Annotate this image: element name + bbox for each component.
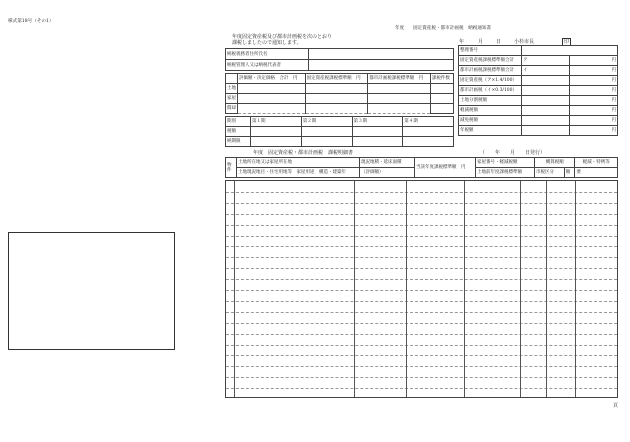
- label-tax: 税額: [226, 127, 251, 137]
- rp-key-1: イ: [522, 66, 570, 76]
- taxpayer-rep-label: 納税管理人又は納税代表者: [226, 60, 309, 71]
- rp-label-7: 年税額: [459, 126, 522, 136]
- rp-key-0: ア: [522, 56, 570, 66]
- h-required: 要: [575, 168, 618, 178]
- detail-row-line: [226, 268, 617, 269]
- detail-row-line: [226, 203, 617, 204]
- installment-table: [225, 116, 454, 147]
- label-period: 期別: [226, 117, 251, 127]
- detail-row-line: [226, 355, 617, 356]
- h-approx-tax: 概算税額: [535, 158, 575, 168]
- issuer-name: 小杉市長: [514, 39, 535, 45]
- rp-label-0: 固定資産税課税標準額合計: [459, 56, 522, 66]
- detail-col-line: [520, 181, 521, 397]
- rp-label-1: 都市計画税課税標準額合計: [459, 66, 522, 76]
- rp-label-3: 都市計画税（イ×0.3/100）: [459, 86, 522, 96]
- rp-unit-1: 円: [570, 66, 618, 76]
- seal-mark: 印: [564, 39, 570, 45]
- detail-row-line: [226, 236, 617, 237]
- rp-label-2: 固定資産税（ア×1.4/100）: [459, 76, 522, 86]
- rp-unit-4: 円: [570, 96, 618, 106]
- row-house: 家屋: [226, 94, 238, 104]
- period-3: 第３期: [352, 117, 403, 127]
- h-base: 当該年度課税標準額 円: [415, 158, 476, 178]
- detail-col-line: [546, 181, 547, 397]
- h-house-no: 家屋番号・軽減税額: [476, 158, 535, 168]
- detail-date: （ 年 月 日発行）: [480, 150, 546, 156]
- detail-title: 年度 固定資産税・都市計画税 課税明細書: [253, 150, 354, 156]
- detail-col-line: [406, 181, 407, 397]
- date-month: 月: [478, 39, 484, 45]
- col-city-base: 都市計画税課税標準額 円: [368, 74, 431, 84]
- rp-label-6: 減免税額: [459, 116, 522, 126]
- row-depreciable: 償却: [226, 104, 238, 114]
- rp-unit-5: 円: [570, 106, 618, 116]
- detail-row-line: [226, 257, 617, 258]
- h-relief: 軽減・特例等: [575, 158, 618, 168]
- h-amount: 額: [564, 168, 575, 178]
- detail-row-line: [226, 290, 617, 291]
- h-prev-base: 土地前年度課税標準額: [476, 168, 535, 178]
- detail-row-line: [226, 312, 617, 313]
- col-assessed: 評価額・決定価格 合計 円: [238, 74, 306, 84]
- detail-row-line: [226, 323, 617, 324]
- h-object: 物件: [226, 158, 237, 178]
- row-land: 土地: [226, 84, 238, 94]
- h-location-sub: 土地現況地目・住宅用地等 家屋用途 構造・建築年: [237, 168, 360, 178]
- form-number: 様式第18号（その1）: [8, 19, 54, 24]
- rp-unit-6: 円: [570, 116, 618, 126]
- detail-col-line: [464, 181, 465, 397]
- detail-row-line: [226, 366, 617, 367]
- detail-row-line: [226, 279, 617, 280]
- detail-col-line: [575, 181, 576, 397]
- col-count: 課税件数: [430, 74, 453, 84]
- h-area-sub: （評価額）: [360, 168, 415, 178]
- notice-line-1: 年度固定資産税及び都市計画税を次のとおり: [232, 34, 333, 40]
- title-year: 年度: [395, 26, 405, 31]
- detail-body: [225, 180, 618, 398]
- detail-row-line: [226, 246, 617, 247]
- detail-row-line: [226, 301, 617, 302]
- detail-row-line: [226, 214, 617, 215]
- h-area: 現況地積・延床面積: [360, 158, 415, 168]
- page-title: 固定資産税・都市計画税 納税通知書: [413, 26, 492, 31]
- h-location: 土地所在地又は家屋所在地: [237, 158, 360, 168]
- detail-header: [225, 157, 618, 178]
- detail-row-line: [226, 192, 617, 193]
- detail-row-line: [226, 225, 617, 226]
- page-mark: 頁: [613, 403, 619, 409]
- date-day: 日: [496, 39, 502, 45]
- right-tax-panel: [458, 45, 618, 136]
- rp-unit-3: 円: [570, 86, 618, 96]
- period-4: 第４期: [403, 117, 454, 127]
- notice-line-2: 課税しましたので通知します。: [232, 40, 302, 46]
- taxpayer-table: [225, 48, 454, 71]
- h-tax-class: 市税区分: [535, 168, 565, 178]
- taxpayer-address-label: 納税義務者住所氏名: [226, 49, 309, 60]
- detail-col-line: [354, 181, 355, 397]
- rp-unit-2: 円: [570, 76, 618, 86]
- detail-col-line: [234, 181, 235, 397]
- detail-row-line: [226, 345, 617, 346]
- rp-label-5: 軽減税額: [459, 106, 522, 116]
- ref-number-label: 整理番号: [459, 46, 522, 56]
- rp-unit-7: 円: [570, 126, 618, 136]
- tax-summary-table: [225, 73, 454, 114]
- address-window: [8, 232, 175, 350]
- rp-label-4: 土地分割税額: [459, 96, 522, 106]
- detail-row-line: [226, 377, 617, 378]
- period-2: 第２期: [301, 117, 352, 127]
- detail-row-line: [226, 388, 617, 389]
- date-year: 年: [459, 39, 465, 45]
- label-due: 納期限: [226, 137, 251, 147]
- rp-unit-0: 円: [570, 56, 618, 66]
- col-fixed-base: 固定資産税課税標準額 円: [305, 74, 368, 84]
- detail-row-line: [226, 334, 617, 335]
- period-1: 第１期: [251, 117, 302, 127]
